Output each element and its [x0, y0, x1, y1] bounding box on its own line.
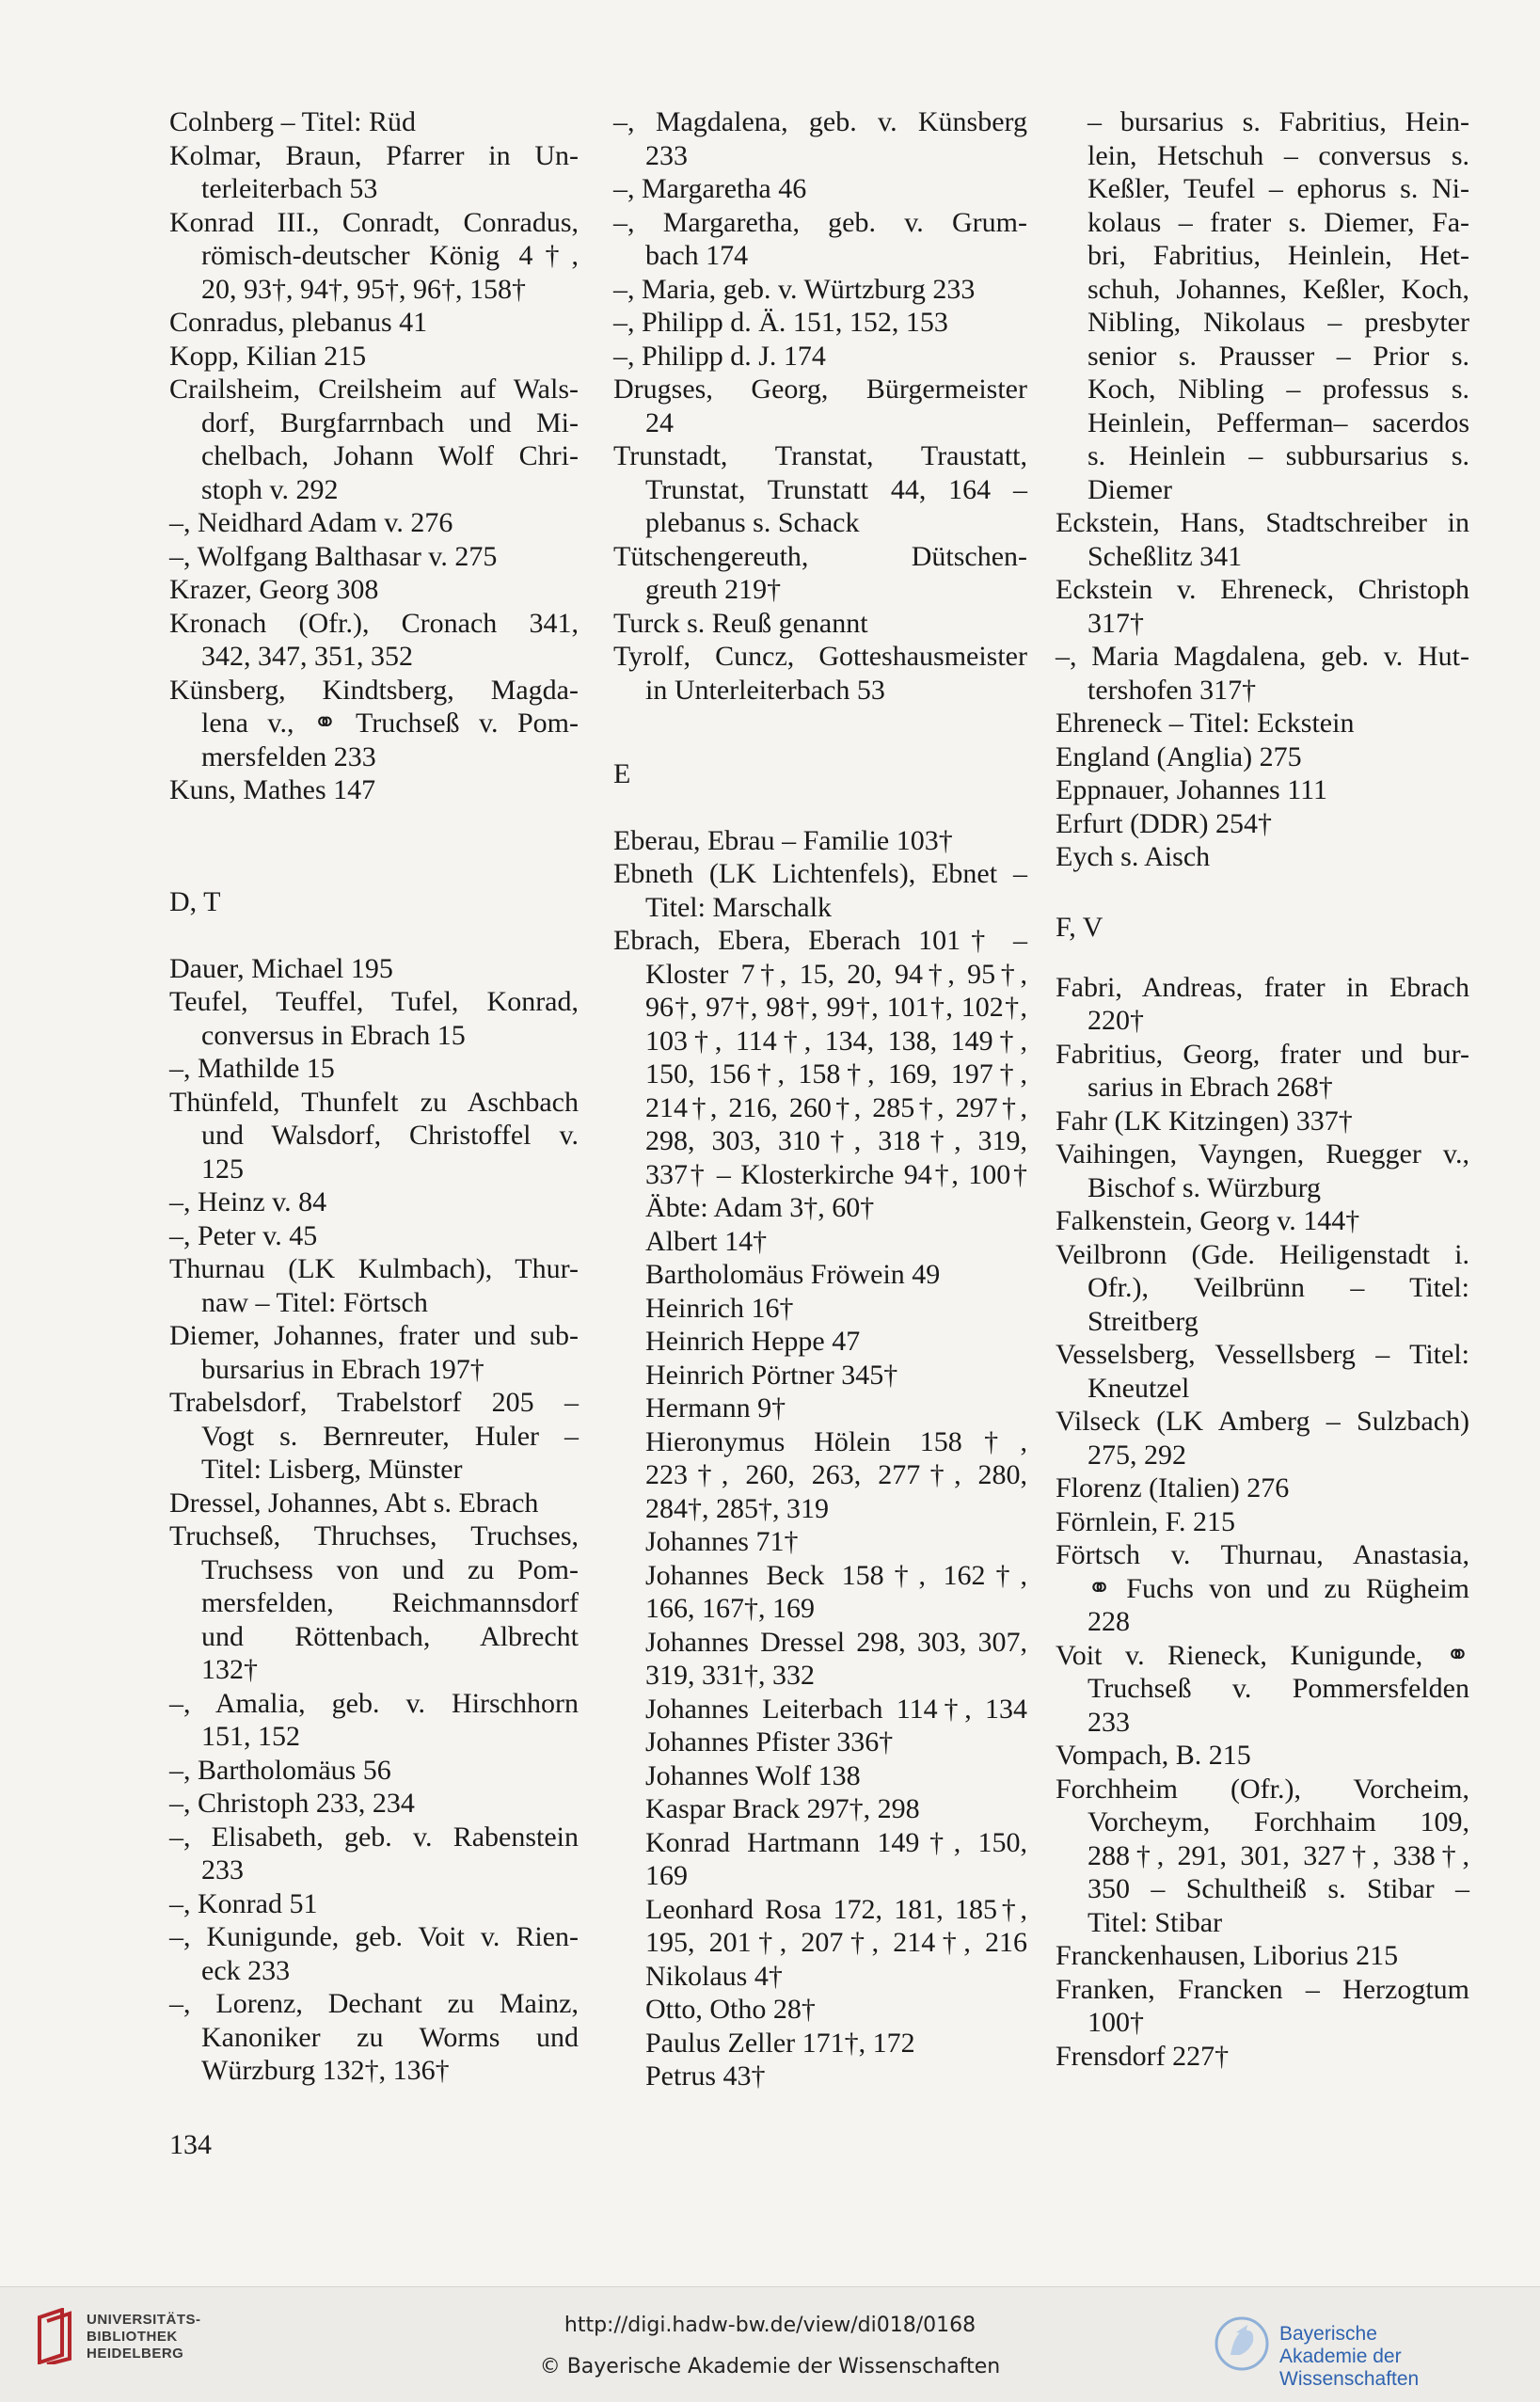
index-entry-line: 233 — [1088, 1706, 1130, 1738]
index-entry-line: Vogt s. Bernreuter, Huler – — [201, 1420, 579, 1452]
index-entry-line: Veilbronn (Gde. Heiligenstadt i. — [1056, 1238, 1469, 1270]
index-entry-line: Scheßlitz 341 — [1088, 540, 1243, 572]
index-entry-line: –, Magdalena, geb. v. Künsberg — [613, 106, 1027, 137]
index-entry-line: Thünfeld, Thunfelt zu Aschbach — [169, 1086, 579, 1118]
index-entry-line: 151, 152 — [201, 1721, 300, 1752]
index-entry-line: 132† — [201, 1654, 258, 1685]
index-entry-line: –, Heinz v. 84 — [169, 1186, 327, 1217]
index-entry-line: 169 — [645, 1860, 688, 1891]
index-entry-line: naw – Titel: Förtsch — [201, 1286, 428, 1318]
index-entry-line: Kaspar Brack 297†, 298 — [645, 1793, 920, 1824]
index-entry-line: Kronach (Ofr.), Cronach 341, — [169, 607, 579, 639]
index-entry-line: Tütschengereuth, Dütschen- — [613, 540, 1027, 572]
index-entry-line: Diemer, Johannes, frater und sub- — [169, 1320, 579, 1351]
index-entry-line: Kopp, Kilian 215 — [169, 340, 367, 372]
index-entry-line: Johannes Leiterbach 114†, 134 — [645, 1693, 1027, 1725]
index-entry-line: Falkenstein, Georg v. 144† — [1056, 1205, 1360, 1236]
permalink-url[interactable]: http://digi.hadw-bw.de/view/di018/0168 — [564, 2314, 976, 2337]
index-entry-line: Eppnauer, Johannes 111 — [1056, 774, 1327, 805]
index-entry-line: tershofen 317† — [1088, 674, 1257, 706]
index-entry-line: bursarius in Ebrach 197† — [201, 1353, 484, 1385]
index-entry-line: Kolmar, Braun, Pfarrer in Un- — [169, 139, 579, 171]
index-entry-line: –, Mathilde 15 — [169, 1053, 335, 1084]
index-entry-line: Frensdorf 227† — [1056, 2040, 1230, 2072]
index-entry-line: Ofr.), Veilbrünn – Titel: — [1088, 1272, 1469, 1303]
index-entry-line: 24 — [645, 406, 674, 438]
index-entry-line: –, Christoph 233, 234 — [169, 1788, 415, 1819]
index-entry-line: 337† – Klosterkirche 94†, 100† — [645, 1158, 1027, 1190]
index-entry-line: –, Philipp d. Ä. 151, 152, 153 — [613, 307, 948, 338]
index-entry-line: und Walsdorf, Christoffel v. — [201, 1120, 579, 1151]
index-entry-line: 275, 292 — [1088, 1439, 1186, 1471]
index-entry-line: 298, 303, 310†, 318†, 319, — [645, 1125, 1027, 1156]
index-entry-line: –, Margaretha, geb. v. Grum- — [613, 206, 1027, 238]
index-entry-line: mersfelden, Reichmannsdorf — [201, 1587, 579, 1618]
index-entry-line: Crailsheim, Creilsheim auf Wals- — [169, 374, 579, 405]
spacer — [169, 807, 579, 874]
index-entry-line: Würzburg 132†, 136† — [201, 2055, 450, 2086]
index-entry-line: 288†, 291, 301, 327†, 338†, — [1088, 1839, 1469, 1871]
index-entry-line: Johannes 71† — [645, 1526, 799, 1557]
index-entry-line: –, Bartholomäus 56 — [169, 1754, 391, 1786]
index-entry-line: Tyrolf, Cuncz, Gotteshausmeister — [613, 641, 1027, 672]
index-entry-line: conversus in Ebrach 15 — [201, 1019, 466, 1051]
index-entry-line: Albert 14† — [645, 1225, 768, 1257]
index-entry-line: –, Peter v. 45 — [169, 1219, 318, 1251]
index-entry-line: in Unterleiterbach 53 — [645, 674, 885, 706]
index-entry-line: Heinrich 16† — [645, 1292, 794, 1324]
index-entry-line: 317† — [1088, 607, 1144, 639]
index-entry-line: chelbach, Johann Wolf Chri- — [201, 440, 579, 471]
index-entry-line: römisch-deutscher König 4†, — [201, 240, 579, 271]
index-entry-line: Kuns, Mathes 147 — [169, 774, 376, 805]
index-entry-line: 350 – Schultheiß s. Stibar – — [1088, 1873, 1469, 1904]
index-entry-line: Krazer, Georg 308 — [169, 574, 379, 605]
index-entry-line: –, Lorenz, Dechant zu Mainz, — [169, 1988, 579, 2019]
index-entry-line: Florenz (Italien) 276 — [1056, 1472, 1290, 1503]
spacer — [613, 790, 1027, 824]
index-entry-line: Vompach, B. 215 — [1056, 1740, 1251, 1771]
index-entry-line: Trunstat, Trunstatt 44, 164 – — [645, 473, 1027, 505]
index-entry-line: 228 — [1088, 1606, 1130, 1637]
index-entry-line: 214†, 216, 260†, 285†, 297†, — [645, 1091, 1027, 1123]
index-entry-line: Franken, Francken – Herzogtum — [1056, 1973, 1469, 2005]
index-entry-line: – bursarius s. Fabritius, Hein- — [1088, 106, 1469, 137]
index-entry-line: Kloster 7†, 15, 20, 94†, 95†, — [645, 958, 1027, 990]
index-entry-line: terleiterbach 53 — [201, 173, 378, 204]
index-column-2 — [613, 105, 1027, 2093]
index-entry-line: 125 — [201, 1153, 244, 1185]
spacer — [169, 918, 579, 952]
spacer — [613, 707, 1027, 740]
index-entry-line: Ebrach, Ebera, Eberach 101† – — [613, 925, 1027, 956]
index-entry-line: –, Elisabeth, geb. v. Rabenstein — [169, 1821, 579, 1853]
index-entry-line: Dauer, Michael 195 — [169, 952, 393, 984]
index-entry-line: 319, 331†, 332 — [645, 1660, 815, 1691]
index-entry-line: Petrus 43† — [645, 2060, 766, 2092]
index-entry-line: Voit v. Rieneck, Kunigunde, ⚭ — [1056, 1639, 1469, 1671]
index-entry-line: 284†, 285†, 319 — [645, 1492, 829, 1524]
index-entry-line: –, Philipp d. J. 174 — [613, 340, 826, 372]
index-entry-line: Trunstadt, Transtat, Traustatt, — [613, 440, 1027, 471]
index-entry-line: Bartholomäus Fröwein 49 — [645, 1259, 941, 1290]
index-entry-line: Franckenhausen, Liborius 215 — [1056, 1940, 1399, 1971]
index-entry-line: Vilseck (LK Amberg – Sulzbach) — [1056, 1406, 1469, 1437]
index-entry-line: 20, 93†, 94†, 95†, 96†, 158† — [201, 273, 526, 305]
index-entry-line: 195, 201†, 207†, 214†, 216 — [645, 1927, 1027, 1958]
index-entry-line: Fabri, Andreas, frater in Ebrach — [1056, 971, 1469, 1003]
index-entry-line: Bischof s. Würzburg — [1088, 1171, 1322, 1203]
index-entry-line: Koch, Nibling – professus s. — [1088, 374, 1469, 405]
library-name: UNIVERSITÄTS- BIBLIOTHEK HEIDELBERG — [87, 2312, 201, 2362]
index-entry-line: Dressel, Johannes, Abt s. Ebrach — [169, 1487, 539, 1519]
index-entry-line: Hermann 9† — [645, 1392, 786, 1424]
index-entry-line: stoph v. 292 — [201, 473, 339, 505]
index-entry-line: Turck s. Reuß genannt — [613, 607, 868, 639]
index-entry-line: greuth 219† — [645, 574, 782, 605]
index-entry-line: und Röttenbach, Albrecht — [201, 1620, 579, 1652]
index-entry-line: Johannes Wolf 138 — [645, 1759, 861, 1791]
index-entry-line: Otto, Otho 28† — [645, 1994, 816, 2025]
index-entry-line: Heinlein, Pefferman– sacerdos — [1088, 406, 1469, 438]
index-entry-line: Keßler, Teufel – ephorus s. Ni- — [1088, 173, 1469, 204]
index-entry-line: 233 — [201, 1854, 244, 1885]
index-entry-line: ⚭ Fuchs von und zu Rügheim — [1088, 1572, 1469, 1604]
index-entry-line: Kanoniker zu Worms und — [201, 2021, 579, 2053]
index-entry-line: Nibling, Nikolaus – presbyter — [1088, 307, 1469, 338]
index-column-1 — [169, 105, 579, 2088]
section-heading: F, V — [1056, 912, 1103, 943]
index-entry-line: 233 — [645, 139, 688, 171]
index-entry-line: Johannes Dressel 298, 303, 307, — [645, 1626, 1027, 1658]
index-entry-line: 342, 347, 351, 352 — [201, 641, 413, 672]
index-entry-line: Konrad Hartmann 149†, 150, — [645, 1826, 1027, 1858]
index-entry-line: Fabritius, Georg, frater und bur- — [1056, 1038, 1469, 1070]
index-entry-line: –, Konrad 51 — [169, 1887, 318, 1919]
index-entry-line: schuh, Johannes, Keßler, Koch, — [1088, 273, 1469, 305]
index-entry-line: bach 174 — [645, 240, 749, 271]
spacer — [1056, 945, 1469, 971]
index-entry-line: 223†, 260, 263, 277†, 280, — [645, 1459, 1027, 1490]
index-entry-line: lena v., ⚭ Truchseß v. Pom- — [201, 708, 579, 739]
spacer — [1056, 874, 1469, 908]
index-entry-line: Künsberg, Kindtsberg, Magda- — [169, 674, 579, 706]
index-entry-line: bri, Fabritius, Heinlein, Het- — [1088, 240, 1469, 271]
index-entry-line: Truchsess von und zu Pom- — [201, 1553, 579, 1585]
index-entry-line: Colnberg – Titel: Rüd — [169, 106, 417, 137]
index-entry-line: –, Amalia, geb. v. Hirschhorn — [169, 1687, 579, 1719]
index-entry-line: Streitberg — [1088, 1305, 1199, 1337]
index-entry-line: Erfurt (DDR) 254† — [1056, 807, 1272, 839]
index-entry-line: Eych s. Aisch — [1056, 841, 1211, 872]
index-entry-line: –, Margaretha 46 — [613, 173, 807, 204]
index-entry-line: Conradus, plebanus 41 — [169, 307, 428, 338]
index-entry-line: Förnlein, F. 215 — [1056, 1505, 1235, 1537]
lion-crest-icon — [1214, 2314, 1270, 2374]
index-entry-line: lein, Hetschuh – conversus s. — [1088, 139, 1469, 171]
index-entry-line: Truchseß, Thruchses, Truchses, — [169, 1520, 579, 1551]
index-entry-line: s. Heinlein – subbursarius s. — [1088, 440, 1469, 471]
index-entry-line: Diemer — [1088, 473, 1172, 505]
index-entry-line: Förtsch v. Thurnau, Anastasia, — [1056, 1539, 1469, 1570]
index-entry-line: 100† — [1088, 2007, 1144, 2038]
index-entry-line: Kneutzel — [1088, 1372, 1190, 1404]
page-number: 134 — [169, 2129, 212, 2160]
index-entry-line: Trabelsdorf, Trabelstorf 205 – — [169, 1387, 579, 1418]
index-entry-line: kolaus – frater s. Diemer, Fa- — [1088, 206, 1469, 238]
index-entry-line: Johannes Beck 158†, 162†, — [645, 1559, 1027, 1591]
index-entry-line: Ebneth (LK Lichtenfels), Ebnet – — [613, 858, 1027, 889]
index-entry-line: 220† — [1088, 1005, 1144, 1036]
index-entry-line: Teufel, Teuffel, Tufel, Konrad, — [169, 986, 579, 1017]
index-entry-line: mersfelden 233 — [201, 740, 376, 772]
index-entry-line: –, Maria, geb. v. Würtzburg 233 — [613, 273, 976, 305]
index-entry-line: Thurnau (LK Kulmbach), Thur- — [169, 1253, 579, 1284]
index-entry-line: Heinrich Pörtner 345† — [645, 1359, 898, 1391]
index-entry-line: senior s. Prausser – Prior s. — [1088, 340, 1469, 372]
academy-name: Bayerische Akademie der Wissenschaften — [1279, 2323, 1420, 2390]
index-entry-line: Forchheim (Ofr.), Vorcheim, — [1056, 1773, 1469, 1805]
index-entry-line: Titel: Marschalk — [645, 891, 833, 923]
index-entry-line: Leonhard Rosa 172, 181, 185†, — [645, 1893, 1027, 1925]
index-entry-line: Heinrich Heppe 47 — [645, 1326, 861, 1357]
index-entry-line: Johannes Pfister 336† — [645, 1726, 894, 1758]
index-entry-line: Eckstein v. Ehreneck, Christoph — [1056, 574, 1469, 605]
index-entry-line: 150, 156†, 158†, 169, 197†, — [645, 1058, 1027, 1090]
index-column-3 — [1056, 105, 1469, 2073]
index-entry-line: Nikolaus 4† — [645, 1960, 783, 1992]
index-entry-line: Paulus Zeller 171†, 172 — [645, 2027, 915, 2059]
academy-logo[interactable] — [1214, 2314, 1524, 2390]
index-entry-line: –, Kunigunde, geb. Voit v. Rien- — [169, 1921, 579, 1952]
index-entry-line: 166, 167†, 169 — [645, 1593, 815, 1624]
index-entry-line: Vorcheym, Forchhaim 109, — [1088, 1806, 1469, 1837]
index-entry-line: Vesselsberg, Vessellsberg – Titel: — [1056, 1339, 1469, 1370]
section-heading: E — [613, 757, 631, 789]
index-entry-line: Vaihingen, Vayngen, Ruegger v., — [1056, 1138, 1469, 1169]
index-entry-line: Konrad III., Conradt, Conradus, — [169, 206, 579, 238]
index-entry-line: dorf, Burgfarrnbach und Mi- — [201, 406, 579, 438]
index-entry-line: –, Neidhard Adam v. 276 — [169, 507, 453, 538]
index-entry-line: Fahr (LK Kitzingen) 337† — [1056, 1105, 1353, 1137]
index-entry-line: plebanus s. Schack — [645, 507, 860, 538]
copyright-notice: © Bayerische Akademie der Wissenschaften — [539, 2355, 1001, 2378]
index-entry-line: sarius in Ebrach 268† — [1088, 1072, 1333, 1103]
index-entry-line: Äbte: Adam 3†, 60† — [645, 1192, 875, 1223]
section-heading: D, T — [169, 885, 221, 917]
index-entry-line: Titel: Lisberg, Münster — [201, 1454, 463, 1485]
index-entry-line: Titel: Stibar — [1088, 1906, 1223, 1938]
index-entry-line: –, Wolfgang Balthasar v. 275 — [169, 540, 498, 572]
viewer-footer — [0, 2286, 1540, 2402]
index-entry-line: 103†, 114†, 134, 138, 149†, — [645, 1025, 1027, 1057]
index-entry-line: Hieronymus Hölein 158†, — [645, 1425, 1027, 1457]
index-entry-line: Drugses, Georg, Bürgermeister — [613, 374, 1027, 405]
index-entry-line: Truchseß v. Pommersfelden — [1088, 1673, 1469, 1704]
index-entry-line: Ehreneck – Titel: Eckstein — [1056, 708, 1355, 739]
index-entry-line: 96†, 97†, 98†, 99†, 101†, 102†, — [645, 992, 1027, 1023]
index-entry-line: England (Anglia) 275 — [1056, 740, 1302, 772]
index-entry-line: Eckstein, Hans, Stadtschreiber in — [1056, 507, 1469, 538]
index-entry-line: Eberau, Ebrau – Familie 103† — [613, 824, 953, 856]
index-entry-line: –, Maria Magdalena, geb. v. Hut- — [1056, 641, 1469, 672]
index-entry-line: eck 233 — [201, 1954, 291, 1986]
